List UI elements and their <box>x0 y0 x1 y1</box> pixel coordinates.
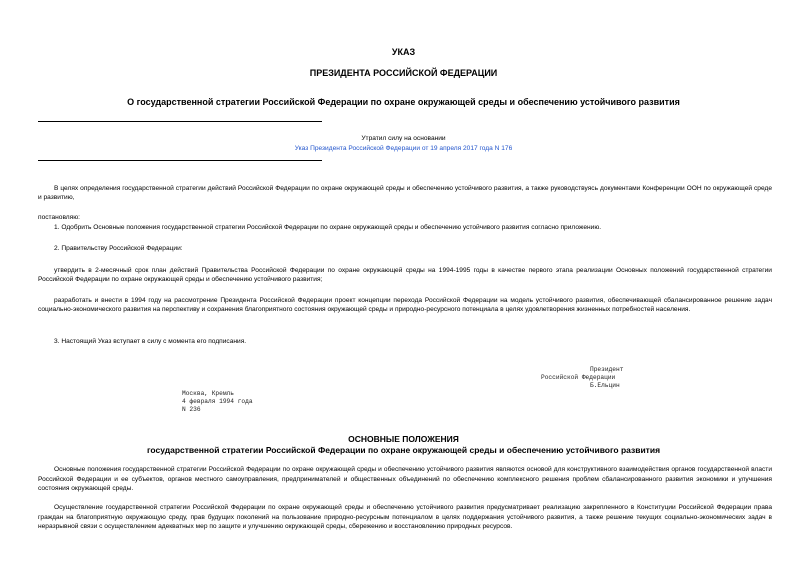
signature-country: Российской Федерации <box>541 374 616 381</box>
appendix-paragraph-2: Осуществление государственной стратегии Российской Федерации по охране окружающей среды и обеспечению устойчивого развития предусматривает реализацию закрепленного в Конституции Российской Федерации права граждан на благоприятную окружающую среду, прав будущих поколений на пользование природно-ресурсным потенциалом в целях поддержания устойчивого развития, а также решение текущих социально-экономических задач в неразрывной связи с осуществлением адекватных мер по защите и улучшению окружающей среды, сбережению и восстановлению природных ресурсов. <box>38 504 772 531</box>
divider-bottom <box>38 160 322 161</box>
date-text: 4 февраля 1994 года <box>182 398 253 405</box>
document-title: УКАЗ <box>391 47 416 57</box>
item-2a: утвердить в 2-месячный срок план действий Правительства Российской Федерации по охране окружающей среды на 1994-1995 годы в качестве первого этапа реализации Основных положений государственной стратегии Российской Федерации по охране окружающей среды и обеспечению устойчивого развития; <box>38 267 772 284</box>
place-text: Москва, Кремль <box>182 390 234 397</box>
signature-name: Б.Ельцин <box>590 382 620 389</box>
status-note: Утратил силу на основании <box>361 135 446 142</box>
appendix-subtitle: государственной стратегии Российской Федерации по охране окружающей среды и обеспечению устойчивого развития <box>146 445 661 455</box>
document-subject: О государственной стратегии Российской Федерации по охране окружающей среды и обеспечению устойчивого развития <box>127 97 680 107</box>
decree-number: N 236 <box>182 406 201 413</box>
divider-top <box>38 121 322 122</box>
item-2b: разработать и внести в 1994 году на рассмотрение Президента Российской Федерации проект концепции перехода Российской Федерации на модель устойчивого развития, обеспечивающей сбалансированное решение задач социально-экономического развития на перспективу и сохранения благоприятного состояния окружающей среды и природно-ресурсного потенциала в целях удовлетворения жизненных потребностей населения. <box>38 297 772 314</box>
resolve-text: постановляю: <box>38 214 81 221</box>
item-1: 1. Одобрить Основные положения государственной стратегии Российской Федерации по охране окружающей среды и обеспечению устойчивого развития согласно приложению. <box>54 224 602 231</box>
intro-paragraph: В целях определения государственной стратегии действий Российской Федерации по охране окружающей среды и обеспечению устойчивого развития, а также руководствуясь документами Конференции ООН по окружающей среде и развитию, <box>38 185 772 202</box>
item-2: 2. Правительству Российской Федерации: <box>54 245 183 252</box>
document-issuer: ПРЕЗИДЕНТА РОССИЙСКОЙ ФЕДЕРАЦИИ <box>309 68 498 78</box>
appendix-paragraph-1: Основные положения государственной стратегии Российской Федерации по охране окружающей среды и обеспечению устойчивого развития являются основой для конструктивного взаимодействия органов государственной власти Российской Федерации и ее субъектов, органов местного самоуправления, предпринимателей и общественных объединений по обеспечению комплексного решения проблем сбалансированного развития экономики и улучшения состояния окружающей среды. <box>38 466 772 493</box>
item-3: 3. Настоящий Указ вступает в силу с момента его подписания. <box>54 338 247 345</box>
repeal-decree-link[interactable]: Указ Президента Российской Федерации от 19 апреля 2017 года N 176 <box>294 145 513 152</box>
appendix-title: ОСНОВНЫЕ ПОЛОЖЕНИЯ <box>348 434 459 444</box>
signature-title: Президент <box>590 366 624 373</box>
